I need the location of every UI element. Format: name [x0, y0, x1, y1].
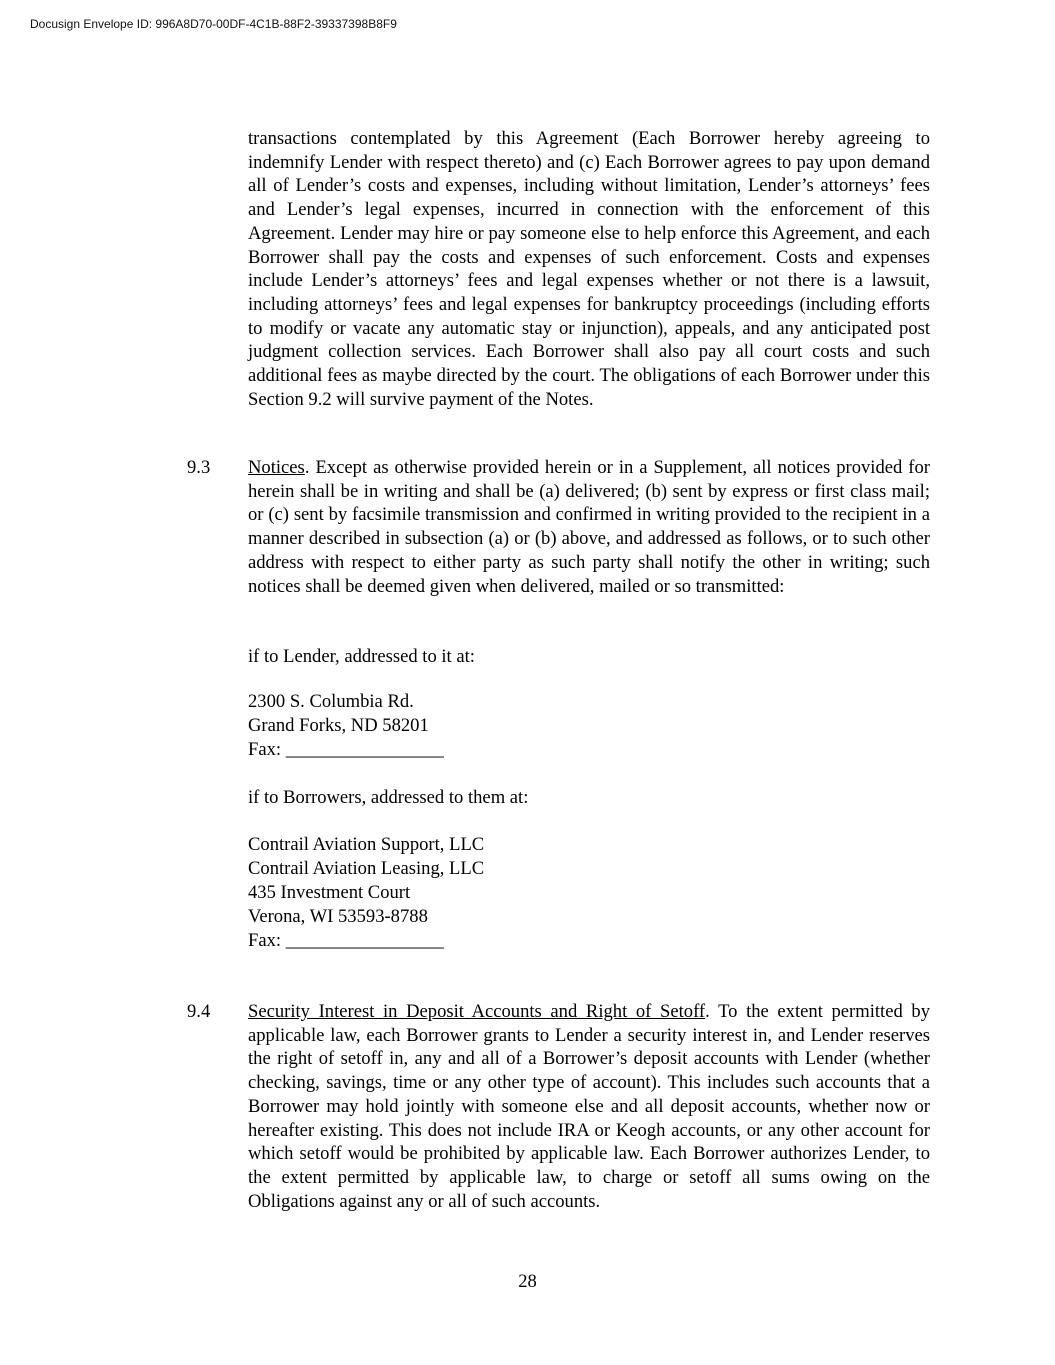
borrower-address-line: 435 Investment Court: [248, 882, 411, 903]
page-number: 28: [518, 1271, 537, 1292]
borrower-address-line: Contrail Aviation Leasing, LLC: [248, 858, 485, 879]
section-9-2-continuation: transactions contemplated by this Agreement (Each Borrower hereby agreeing to indemnify Lender with respect thereto) and (c) Each Borrower agrees to pay upon demand all of Lender’s costs and expenses, including without limitation, Lender’s attorneys’ fees and Lender’s legal expenses, incurred in connection with the enforcement of this Agreement. Lender may hire or pay someone else to help enforce this Agreement, and each Borrower shall pay the costs and expenses of such enforcement. Costs and expenses include Lender’s attorneys’ fees and legal expenses whether or not there is a lawsuit, including attorneys’ fees and legal expenses for bankruptcy proceedings (including efforts to modify or vacate any automatic stay or injunction), appeals, and any anticipated post judgment collection services. Each Borrower shall also pay all court costs and such additional fees as maybe directed by the court. The obligations of each Borrower under this Section 9.2 will survive payment of the Notes.: [248, 128, 930, 410]
section-9-3-heading: Notices: [248, 457, 305, 478]
docusign-envelope-id: Docusign Envelope ID: 996A8D70-00DF-4C1B-88F2-39337398B8F9: [30, 17, 397, 31]
lender-fax-line: Fax: _________________: [248, 739, 444, 760]
section-9-3-body: . Except as otherwise provided herein or in a Supplement, all notices provided for herein shall be in writing and shall be (a) delivered; (b) sent by express or first class mail; or (c) sent by facsimile transmission and confirmed in writing provided to the recipient in a manner described in subsection (a) or (b) above, and addressed as follows, or to such other address with respect to either party as such party shall notify the other in writing; such notices shall be deemed given when delivered, mailed or so transmitted:: [248, 457, 930, 597]
borrower-address-line: Verona, WI 53593-8788: [248, 906, 428, 927]
borrower-address-line: Contrail Aviation Support, LLC: [248, 834, 485, 855]
section-9-4-paragraph: [248, 1000, 930, 1213]
lender-address-line: 2300 S. Columbia Rd.: [248, 691, 414, 712]
section-9-4-number: 9.4: [187, 1001, 211, 1022]
lender-address-line: Grand Forks, ND 58201: [248, 715, 429, 736]
section-9-4-heading: Security Interest in Deposit Accounts and Right of Setoff: [248, 1001, 706, 1022]
lender-intro: if to Lender, addressed to it at:: [248, 646, 475, 667]
borrower-fax-line: Fax: _________________: [248, 930, 444, 951]
borrower-intro: if to Borrowers, addressed to them at:: [248, 787, 529, 808]
section-9-4-body: . To the extent permitted by applicable law, each Borrower grants to Lender a security interest in, and Lender reserves the right of setoff in, any and all of a Borrower’s deposit accounts with Lender (whether checking, savings, time or any other type of account). This includes such accounts that a Borrower may hold jointly with someone else and all deposit accounts, whether now or hereafter existing. This does not include IRA or Keogh accounts, or any other account for which setoff would be prohibited by applicable law. Each Borrower authorizes Lender, to the extent permitted by applicable law, to charge or setoff all sums owing on the Obligations against any or all of such accounts.: [248, 1001, 930, 1212]
section-9-3-number: 9.3: [187, 457, 211, 478]
section-9-3-paragraph: [248, 456, 930, 598]
